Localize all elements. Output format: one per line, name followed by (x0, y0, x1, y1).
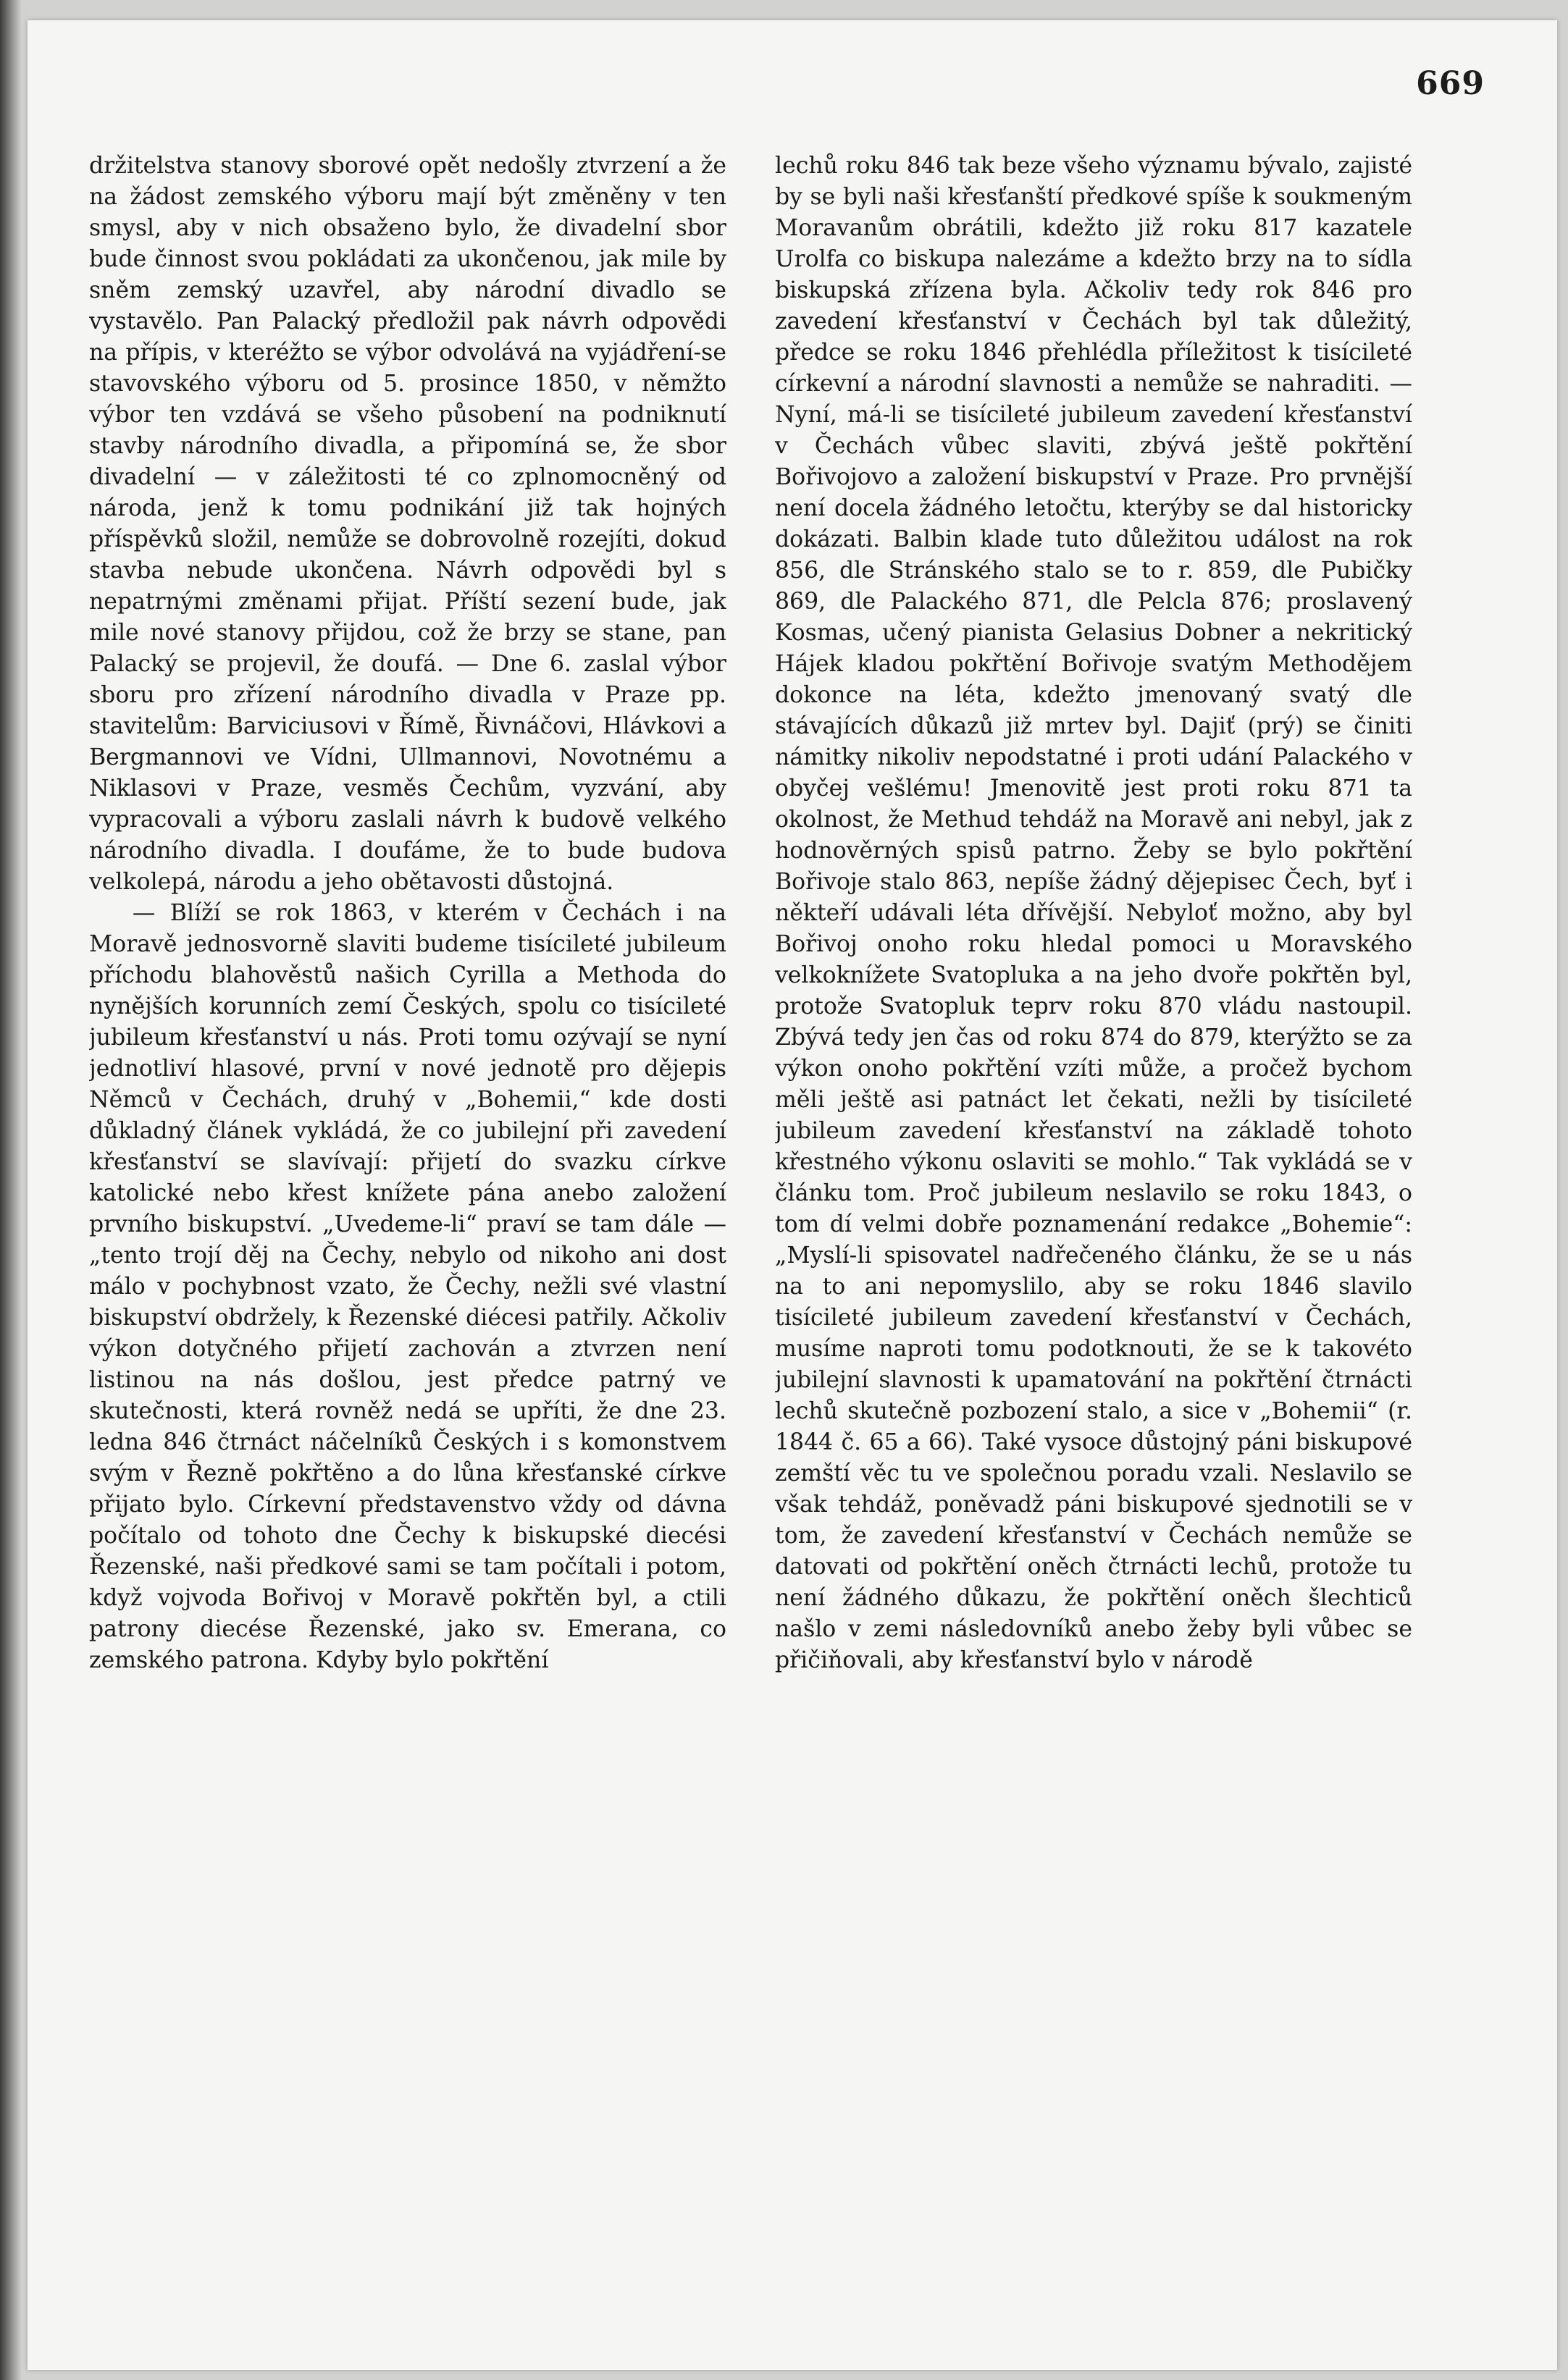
page-number: 669 (1416, 65, 1485, 102)
left-text-column (89, 151, 726, 2287)
right-paragraph-1: lechů roku 846 tak beze všeho významu bývalo, zajisté by se byli naši křesťanští předkové spíše k soukmeným Moravanům obrátili, kdežto již roku 817 kazatele Urolfa co biskupa nalezáme a kdežto brzy na to sídla biskupská zřízena byla. Ačkoliv tedy rok 846 pro zavedení křesťanství v Čechách byl tak důležitý, předce se roku 1846 přehlédla příležitost k tisícileté církevní a národní slavnosti a nemůže se nahraditi. — Nyní, má-li se tisícileté jubileum zavedení křesťanství v Čechách vůbec slaviti, zbývá ještě pokřtění Bořivojovo a založení biskupství v Praze. Pro prvnější není docela žádného letočtu, kterýby se dal historicky dokázati. Balbin klade tuto důležitou událost na rok 856, dle Stránského stalo se to r. 859, dle Pubičky 869, dle Palackého 871, dle Pelcla 876; proslavený Kosmas, učený pianista Gelasius Dobner a nekritický Hájek kladou pokřtění Bořivoje svatým Methodějem dokonce na léta, kdežto jmenovaný svatý dle stávajících důkazů již mrtev byl. Dajiť (prý) se činiti námitky nikoliv nepodstatné i proti udání Palackého v obyčej vešlému! Jmenovitě jest proti roku 871 ta okolnost, že Methud tehdáž na Moravě ani nebyl, jak z hodnověrných spisů patrno. Žeby se bylo pokřtění Bořivoje stalo 863, nepíše žádný dějepisec Čech, byť i někteří udávali léta dřívější. Nebyloť možno, aby byl Bořivoj onoho roku hledal pomoci u Moravského velkoknížete Svatopluka a na jeho dvoře pokřtěn byl, protože Svatopluk teprv roku 870 vládu nastoupil. Zbývá tedy jen čas od roku 874 do 879, kterýžto se za výkon onoho pokřtění vzíti může, a pročež bychom měli ještě asi patnáct let čekati, nežli by tisícileté jubileum zavedení křesťanství na základě tohoto křestného výkonu oslaviti se mohlo.“ Tak vykládá se v článku tom. Proč jubileum neslavilo se roku 1843, o tom dí velmi dobře poznamenání redakce „Bohemie“: „Myslí-li spisovatel nadřečeného článku, že se u nás na to ani nepomyslilo, aby se roku 1846 slavilo tisícileté jubileum zavedení křesťanství v Čechách, musíme naproti tomu podotknouti, že se k takovéto jubilejní slavnosti k upamatování na pokřtění čtrnácti lechů skutečně pozbození stalo, a sice v „Bohemii“ (r. 1844 č. 65 a 66). Také vysoce důstojný páni biskupové zemští věc tu ve společnou poradu vzali. Neslavilo se však tehdáž, poněvadž páni biskupové sjednotili se v tom, že zavedení křesťanství v Čechách nemůže se datovati od pokřtění oněch čtrnácti lechů, protože tu není žádného důkazu, že pokřtění oněch šlechticů našlo v zemi následovníků anebo žeby byli vůbec se přičiňovali, aby křesťanství bylo v národě (775, 153, 1412, 1673)
left-paragraph-2: — Blíží se rok 1863, v kterém v Čechách i na Moravě jednosvorně slaviti budeme tisícileté jubileum příchodu blahověstů našich Cyrilla a Methoda do nynějších korunních zemí Českých, spolu co tisícileté jubileum křesťanství u nás. Proti tomu ozývají se nyní jednotliví hlasové, první v nové jednotě pro dějepis Němců v Čechách, druhý v „Bohemii,“ kde dosti důkladný článek vykládá, že co jubilejní při zavedení křesťanství se slavívají: přijetí do svazku církve katolické nebo křest knížete pána anebo založení prvního biskupství. „Uvedeme-li“ praví se tam dále — „tento trojí děj na Čechy, nebylo od nikoho ani dost málo v pochybnost vzato, že Čechy, nežli své vlastní biskupství obdržely, k Řezenské diécesi patřily. Ačkoliv výkon dotyčného přijetí zachován a ztvrzen není listinou na nás došlou, jest předce patrný ve skutečnosti, která rovněž nedá se upříti, že dne 23. ledna 846 čtrnáct náčelníků Českých i s komonstvem svým v Řezně pokřtěno a do lůna křesťanské církve přijato bylo. Církevní představenstvo vždy od dávna počítalo od tohoto dne Čechy k biskupské diecési Řezenské, naši předkové sami se tam počítali i potom, když vojvoda Bořivoj v Moravě pokřtěn byl, a ctili patrony diecése Řezenské, jako sv. Emerana, co zemského patrona. Kdyby bylo pokřtění (89, 900, 726, 1673)
right-text-column (775, 151, 1412, 2287)
left-paragraph-1: držitelstva stanovy sborové opět nedošly ztvrzení a že na žádost zemského výboru mají být změněny v ten smysl, aby v nich obsaženo bylo, že divadelní sbor bude činnost svou pokládati za ukončenou, jak mile by sněm zemský uzavřel, aby národní divadlo se vystavělo. Pan Palacký předložil pak návrh odpovědi na přípis, v kteréžto se výbor odvolává na vyjádření-se stavovského výboru od 5. prosince 1850, v němžto výbor ten vzdává se všeho působení na podniknutí stavby národního divadla, a připomíná se, že sbor divadelní — v záležitosti té co zplnomocněný od národa, jenž k tomu podnikání již tak hojných příspěvků složil, nemůže se dobrovolně rozejíti, dokud stavba nebude ukončena. Návrh odpovědi byl s nepatrnými změnami přijat. Příští sezení bude, jak mile nové stanovy přijdou, což že brzy se stane, pan Palacký se projevil, že doufá. — Dne 6. zaslal výbor sboru pro zřízení národního divadla v Praze pp. stavitelům: Barviciusovi v Římě, Řivnáčovi, Hlávkovi a Bergmannovi ve Vídni, Ullmannovi, Novotnému a Niklasovi v Praze, vesměs Čechům, vyzvání, aby vypracovali a výboru zaslali návrh k budově velkého národního divadla. I doufáme, že to bude budova velkolepá, národu a jeho obětavosti důstojná. (89, 153, 726, 895)
book-page (28, 20, 1557, 2370)
book-spine-shadow (0, 0, 22, 2380)
